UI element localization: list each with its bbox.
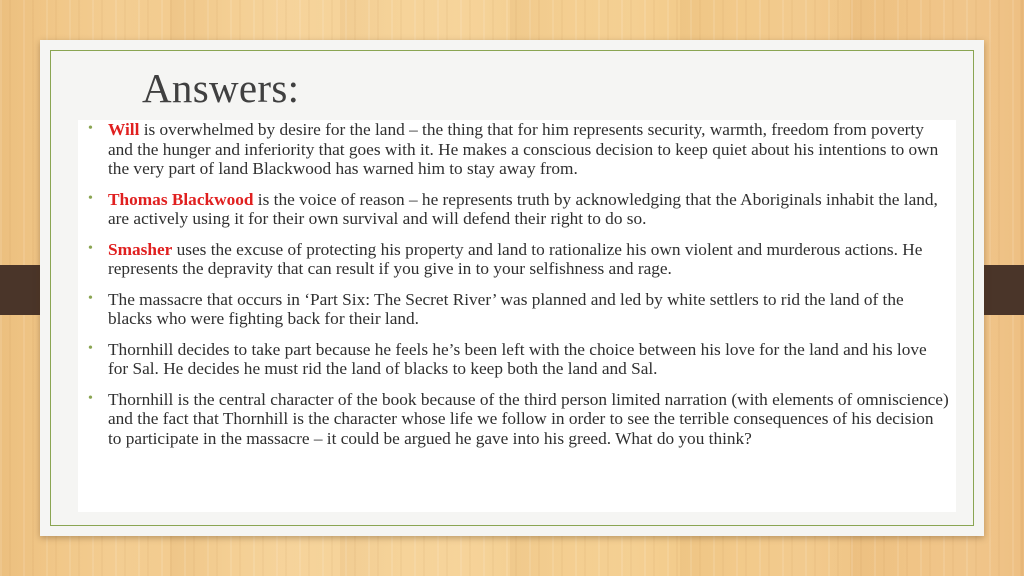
bullet-item-massacre [88,290,950,329]
bullet-dot-icon: • [88,390,93,406]
bullet-highlight-will: Will [108,120,140,139]
bullet-dot-icon: • [88,190,93,206]
bullet-dot-icon: • [88,121,93,136]
bullet-highlight-smasher: Smasher [108,239,173,259]
left-side-tab [0,265,40,315]
bullet-text: Thornhill decides to take part because he feels he’s been left with the choice between his love for the land and his love for Sal. He decides he must rid the land of blacks to keep both the land and Sal. [108,339,927,378]
bullet-text: is the voice of reason – he represents truth by acknowledging that the Aboriginals inhabit the land, are actively using it for their own survival and will defend their right to do so. [108,189,938,228]
bullet-dot-icon: • [88,340,93,356]
bullet-item-thornhill-decision [88,340,950,379]
bullet-dot-icon: • [88,240,93,256]
bullet-dot-icon: • [88,290,93,306]
bullet-item-will [88,120,950,179]
bullet-text: is overwhelmed by desire for the land – the thing that for him represents security, warmth, freedom from poverty and the hunger and inferiority that goes with it. He makes a conscious decision to keep quiet about his intentions to own the very part of land Blackwood has warned him to stay away from. [108,120,939,178]
bullet-text: Thornhill is the central character of the book because of the third person limited narration (with elements of omniscience) and the fact that Thornhill is the character whose life we follow in order to see the terrible consequences of his decision to participate in the massacre – it could be argued he gave into his greed. What do you think? [108,389,949,448]
bullet-text: uses the excuse of protecting his property and land to rationalize his own violent and murderous actions. He represents the depravity that can result if you give in to your selfishness and rage. [108,239,923,278]
answers-bullet-list [88,120,950,459]
bullet-item-smasher [88,240,950,279]
bullet-highlight-thomas-blackwood: Thomas Blackwood [108,189,254,209]
bullet-text: The massacre that occurs in ‘Part Six: The Secret River’ was planned and led by white settlers to rid the land of the blacks who were fighting back for their land. [108,289,904,328]
bullet-item-thornhill-central [88,390,950,449]
slide-title: Answers: [142,65,300,111]
right-side-tab [984,265,1024,315]
bullet-item-thomas-blackwood [88,190,950,229]
